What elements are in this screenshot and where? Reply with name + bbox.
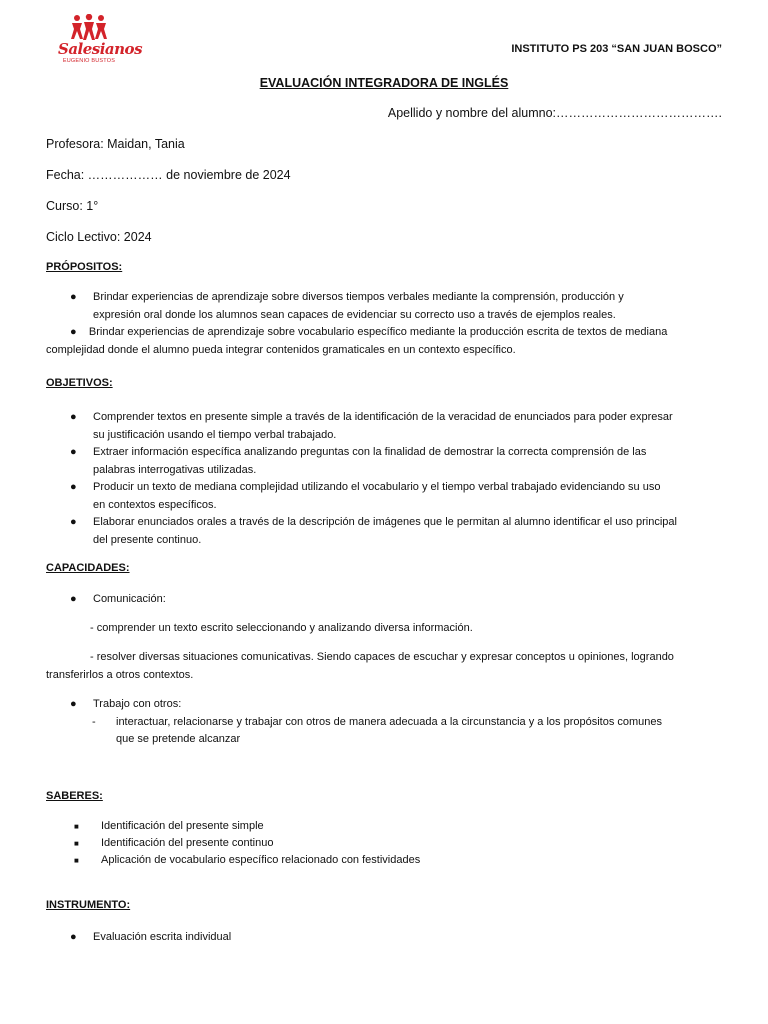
instrumento-heading: INSTRUMENTO: xyxy=(46,899,131,911)
bullet-icon: ● xyxy=(70,931,77,943)
square-bullet-icon: ■ xyxy=(74,822,79,831)
list-item xyxy=(46,409,722,444)
list-item-text: Elaborar enunciados orales a través de la descripción de imágenes que le permitan al alumno identificar el uso principal xyxy=(93,516,677,528)
teacher-field: Profesora: Maidan, Tania xyxy=(46,137,185,151)
cycle-field: Ciclo Lectivo: 2024 xyxy=(46,230,152,244)
bullet-icon: ● xyxy=(70,291,77,303)
list-item xyxy=(46,479,722,514)
list-item-text: Identificación del presente continuo xyxy=(101,837,274,849)
list-item-text: Evaluación escrita individual xyxy=(93,931,232,943)
bullet-icon: ● xyxy=(70,326,77,338)
date-field: Fecha: ……………… de noviembre de 2024 xyxy=(46,168,291,182)
propositos-list xyxy=(46,289,722,359)
list-item xyxy=(46,818,722,835)
list-item-text: Extraer información específica analizando preguntas con la finalidad de demostrar la correcta comprensión de las xyxy=(93,446,647,458)
list-item xyxy=(46,835,722,852)
capacidades-list xyxy=(46,591,722,609)
square-bullet-icon: ■ xyxy=(74,839,79,848)
list-item-text: su justificación usando el tiempo verbal trabajado. xyxy=(93,428,337,441)
list-item-text: interactuar, relacionarse y trabajar con otros de manera adecuada a la circunstancia y a los propósitos comunes xyxy=(116,715,663,728)
dash-marker: - xyxy=(92,715,96,728)
list-item xyxy=(46,929,722,947)
list-item xyxy=(46,444,722,479)
bullet-icon: ● xyxy=(70,698,77,710)
salesianos-logo xyxy=(58,14,143,66)
list-item xyxy=(46,289,722,324)
capacidad-sub2-line: transferirlos a otros contextos. xyxy=(46,668,194,681)
list-item-text: complejidad donde el alumno pueda integrar contenidos gramaticales en un contexto específico. xyxy=(46,343,516,356)
logo-wordmark: Salesianos xyxy=(58,40,143,58)
list-item-text: que se pretende alcanzar xyxy=(116,733,241,745)
list-item-text: Trabajo con otros: xyxy=(93,698,182,710)
document-title: EVALUACIÓN INTEGRADORA DE INGLÉS xyxy=(259,76,509,90)
bullet-icon: ● xyxy=(70,446,77,458)
list-item-text: expresión oral donde los alumnos sean capaces de evidenciar su correcto uso a través de ejemplos reales. xyxy=(93,308,616,321)
course-field: Curso: 1° xyxy=(46,199,99,213)
list-item-text: del presente continuo. xyxy=(93,533,202,546)
bullet-icon: ● xyxy=(70,516,77,528)
list-item xyxy=(46,514,722,549)
capacidad-sub1: - comprender un texto escrito seleccionando y analizando diversa información. xyxy=(90,622,473,634)
list-item-text: Aplicación de vocabulario específico relacionado con festividades xyxy=(101,854,421,866)
list-item xyxy=(46,852,722,869)
bullet-icon: ● xyxy=(70,593,77,605)
propositos-heading: PRÓPOSITOS: xyxy=(46,261,123,273)
bullet-icon: ● xyxy=(70,481,77,493)
list-item-text: en contextos específicos. xyxy=(93,498,217,511)
capacidad-sub2 xyxy=(46,649,722,684)
list-item-text: Identificación del presente simple xyxy=(101,820,264,832)
institute-name: INSTITUTO PS 203 “SAN JUAN BOSCO” xyxy=(511,43,722,55)
list-item xyxy=(46,696,722,714)
instrumento-list xyxy=(46,929,722,947)
list-item xyxy=(46,714,722,749)
list-item-text: Comunicación: xyxy=(93,593,166,605)
saberes-heading: SABERES: xyxy=(46,790,103,802)
square-bullet-icon: ■ xyxy=(74,856,79,865)
student-name-line: Apellido y nombre del alumno:…………………………………. xyxy=(387,106,722,120)
list-item xyxy=(46,591,722,609)
trabajo-list xyxy=(46,696,722,749)
saberes-list xyxy=(46,818,722,869)
logo-subtext: EUGENIO BUSTOS xyxy=(62,58,116,64)
bullet-icon: ● xyxy=(70,411,77,423)
capacidades-heading: CAPACIDADES: xyxy=(46,562,130,574)
objetivos-heading: OBJETIVOS: xyxy=(46,377,113,389)
list-item-text: Comprender textos en presente simple a través de la identificación de la veracidad de enunciados para poder expresar xyxy=(93,411,673,423)
list-item-text: Brindar experiencias de aprendizaje sobre vocabulario específico mediante la producción escrita de textos de mediana xyxy=(88,326,668,338)
capacidad-sub2-line: - resolver diversas situaciones comunicativas. Siendo capaces de escuchar y expresar conceptos u opiniones, logrando xyxy=(90,651,674,663)
list-item-text: palabras interrogativas utilizadas. xyxy=(93,463,257,476)
objetivos-list xyxy=(46,409,722,549)
list-item-text: Brindar experiencias de aprendizaje sobre diversos tiempos verbales mediante la comprensión, producción y xyxy=(93,291,624,303)
list-item-text: Producir un texto de mediana complejidad utilizando el vocabulario y el tiempo verbal trabajado evidenciando su uso xyxy=(93,481,661,493)
list-item xyxy=(46,324,722,359)
